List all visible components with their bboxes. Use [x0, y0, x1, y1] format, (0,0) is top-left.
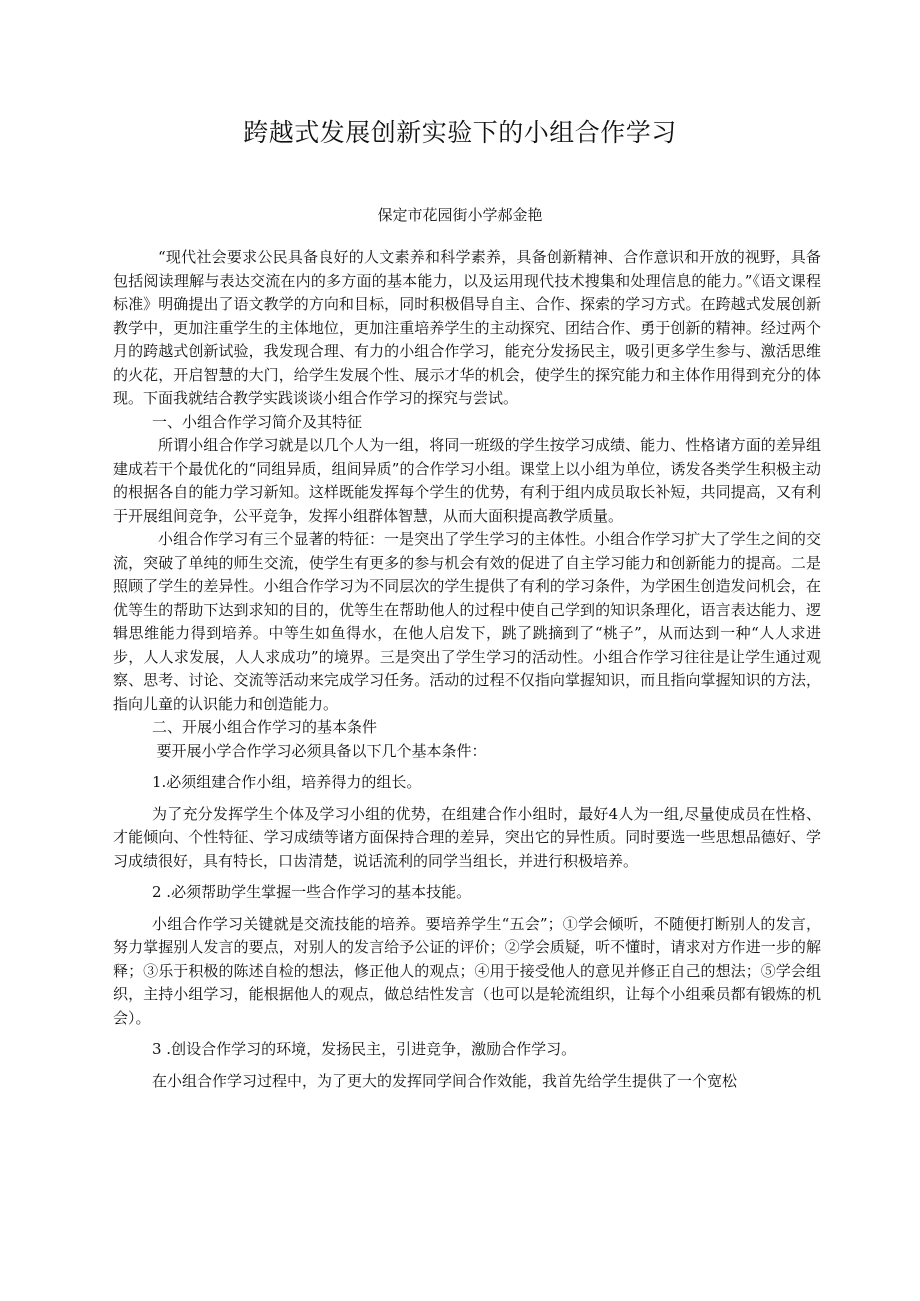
paragraph: 所谓小组合作学习就是以几个人为一组，将同一班级的学生按学习成绩、能力、性格诸方面的差异组建成若干个最优化的“同组异质，组间异质”的合作学习小组。课堂上以小组为单位，诱发各类学生积极主动的根据各自的能力学习新知。这样既能发挥每个学生的优势，有利于组内成员取长补短，共同提高，又有利于开展组间竞争，公平竞争，发挥小组群体智慧，从而大面积提高教学质量。: [113, 436, 821, 525]
document-body: [113, 246, 821, 1093]
document-title: 跨越式发展创新实验下的小组合作学习: [243, 118, 677, 147]
paragraph: 小组合作学习有三个显著的特征：一是突出了学生学习的主体性。小组合作学习扩大了学生之间的交流，突破了单纯的师生交流，使学生有更多的参与机会有效的促进了自主学习能力和创新能力的提高。二是照顾了学生的差异性。小组合作学习为不同层次的学生提供了有利的学习条件，为学困生创造发问机会，在优等生的帮助下达到求知的目的，优等生在帮助他人的过程中使自己学到的知识条理化，语言表达能力、逻辑思维能力得到培养。中等生如鱼得水，在他人启发下，跳了跳摘到了“桃子”，从而达到一种“人人求进步，人人求发展，人人求成功”的境界。三是突出了学生学习的活动性。小组合作学习往往是让学生通过观察、思考、讨论、交流等活动来完成学习任务。活动的过程不仅指向掌握知识，而且指向掌握知识的方法，指向儿童的认识能力和创造能力。: [113, 530, 821, 713]
list-item-heading: 1.必须组建合作小组，培养得力的组长。: [152, 773, 422, 791]
list-item-heading: 2 .必须帮助学生掌握一些合作学习的基本技能。: [152, 883, 472, 901]
paragraph: 要开展小学合作学习必须具备以下几个基本条件：: [156, 741, 487, 760]
author-line: 保定市花园街小学郝金艳: [377, 206, 543, 224]
paragraph: 小组合作学习关键就是交流技能的培养。要培养学生“五会”；①学会倾听，不随便打断别人的发言，努力掌握别人发言的要点，对别人的发言给予公证的评价；②学会质疑，听不懂时，请求对方作进一步的解释；③乐于积极的陈述自检的想法，修正他人的观点；④用于接受他人的意见并修正自己的想法；⑤学会组织，主持小组学习，能根据他人的观点，做总结性发言（也可以是轮流组织，让每个小组乘员都有锻炼的机会）。: [113, 914, 821, 1027]
list-item-heading: 3 .创设合作学习的环境，发扬民主，引进竞争，激励合作学习。: [152, 1040, 577, 1058]
section-heading-2: 二、开展小组合作学习的基本条件: [152, 718, 378, 736]
paragraph: 为了充分发挥学生个体及学习小组的优势，在组建合作小组时，最好4人为一组,尽量使成员在性格、才能倾向、个性特征、学习成绩等诸方面保持合理的差异，突出它的异性质。同时要选一些思想品德好、学习成绩很好，具有特长，口齿清楚，说话流利的同学当组长，并进行积极培养。: [113, 804, 821, 870]
section-heading-1: 一、小组合作学习简介及其特征: [152, 412, 363, 431]
paragraph: 在小组合作学习过程中，为了更大的发挥同学间合作效能，我首先给学生提供了一个宽松: [152, 1071, 738, 1090]
paragraph-intro: “现代社会要求公民具备良好的人文素养和科学素养，具备创新精神、合作意识和开放的视野，具备包括阅读理解与表达交流在内的多方面的基本能力，以及运用现代技术搜集和处理信息的能力。”《语文课程标准》明确提出了语文教学的方向和目标，同时积极倡导自主、合作、探索的学习方式。在跨越式发展创新教学中，更加注重学生的主体地位，更加注重培养学生的主动探究、团结合作、勇于创新的精神。经过两个月的跨越式创新试验，我发现合理、有力的小组合作学习，能充分发扬民主，吸引更多学生参与、激活思维的火花，开启智慧的大门，给学生发展个性、展示才华的机会，使学生的探究能力和主体作用得到充分的体现。下面我就结合教学实践谈谈小组合作学习的探究与尝试。: [113, 248, 821, 407]
